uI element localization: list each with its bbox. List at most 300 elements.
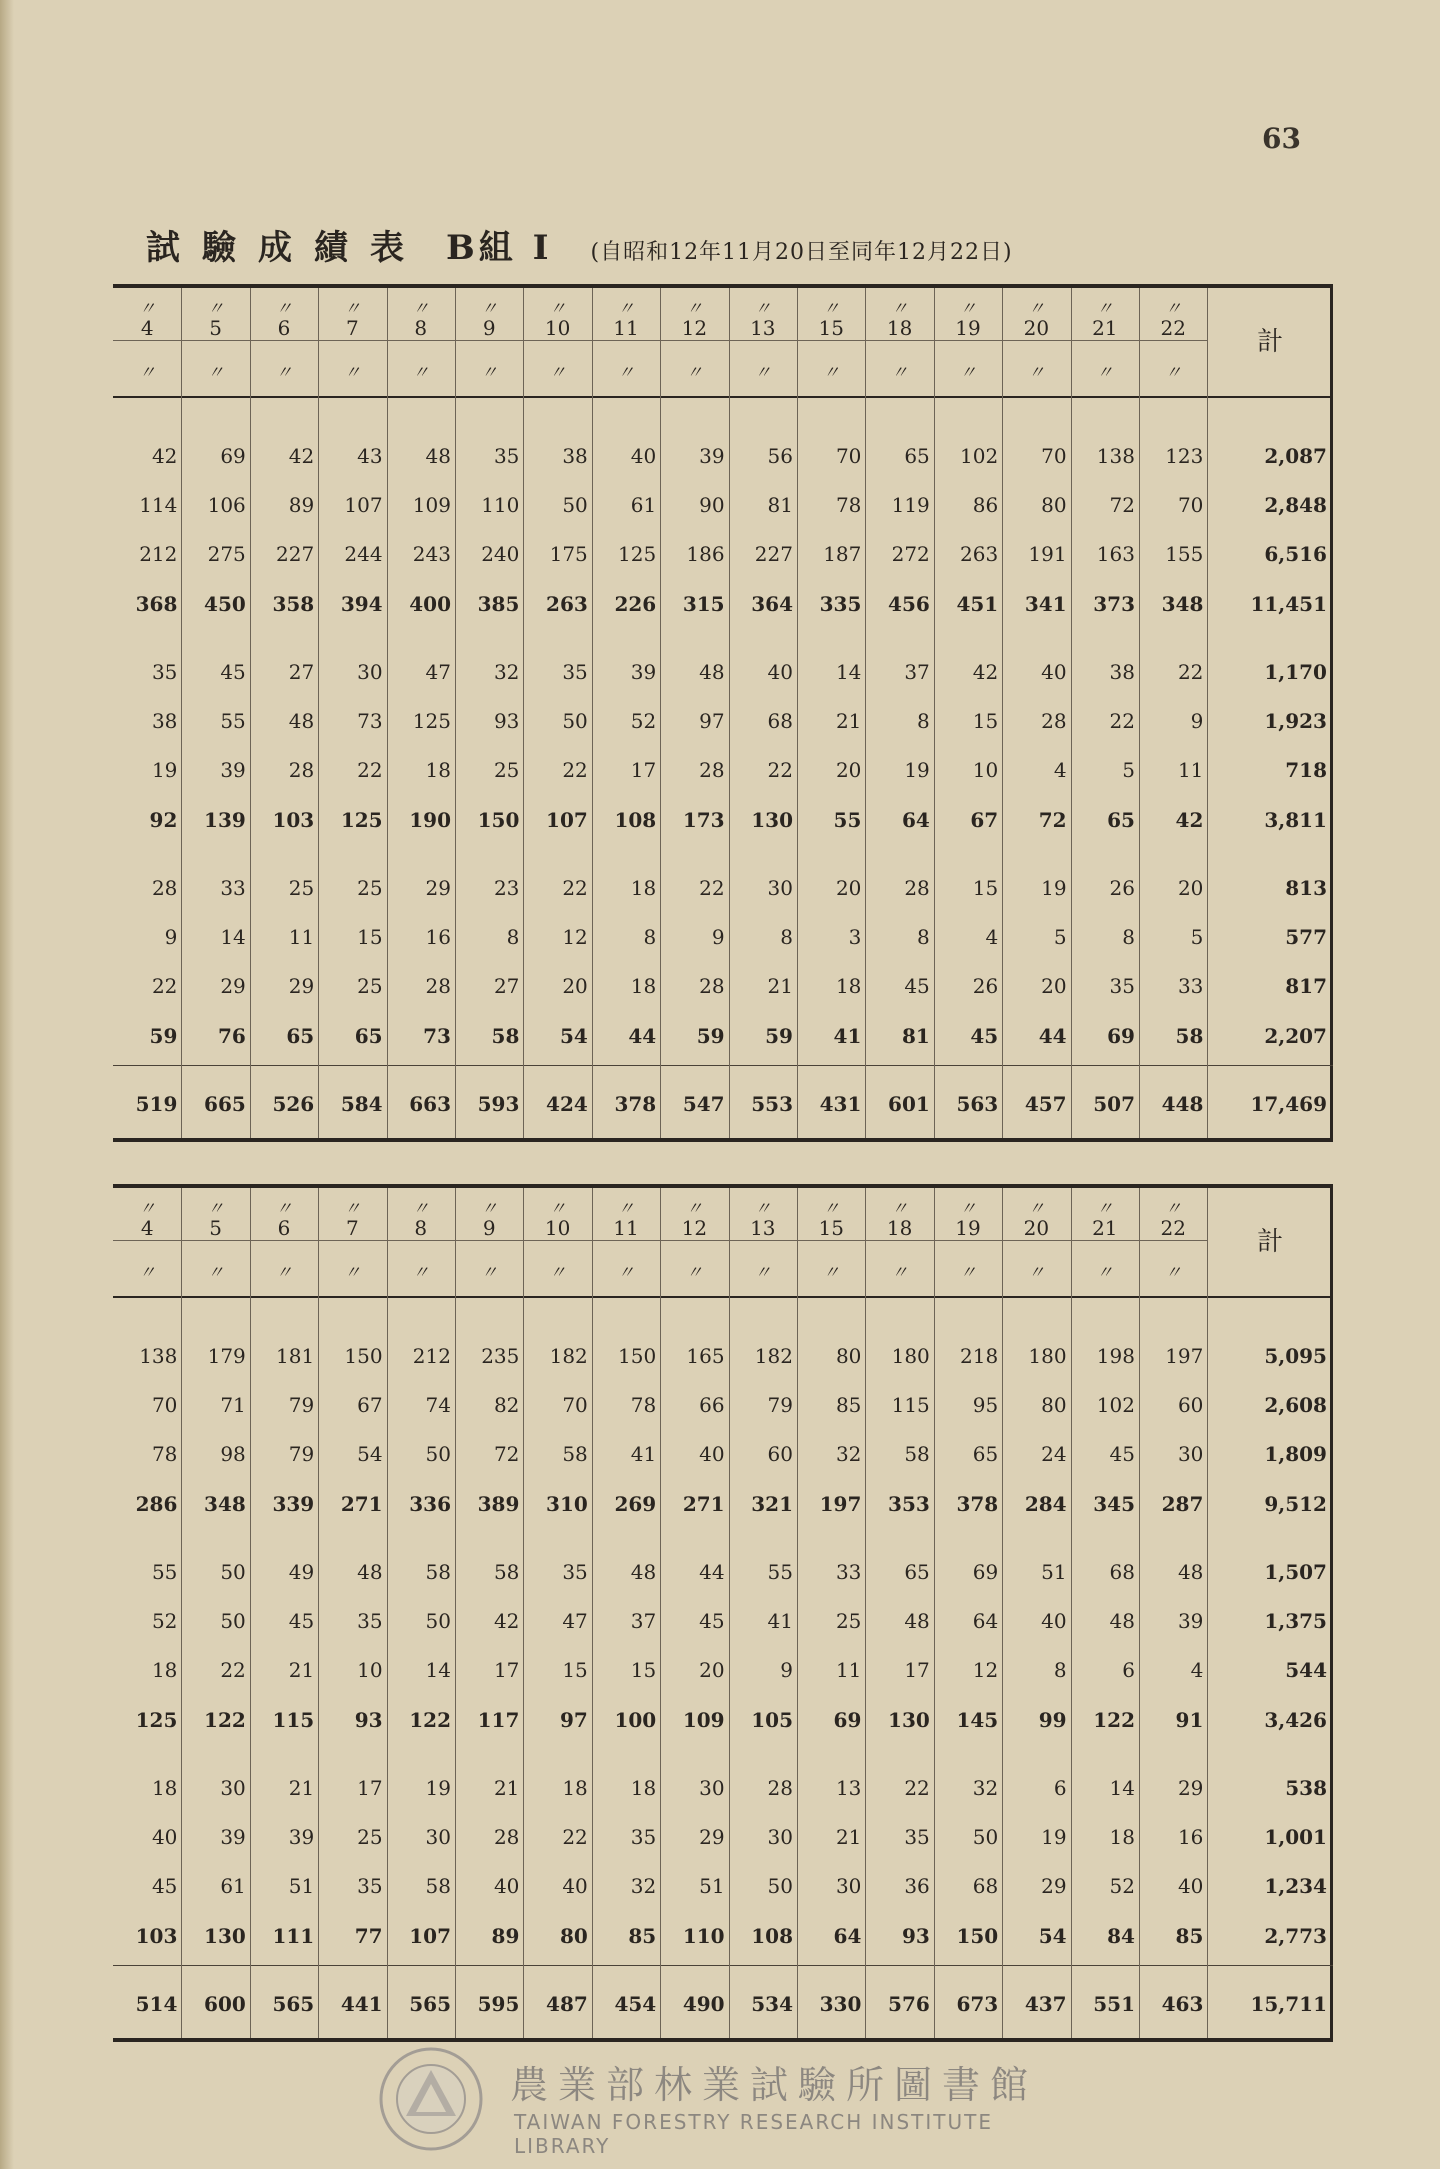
table-cell: 42 — [1175, 808, 1204, 832]
day-label: 19 — [955, 1216, 981, 1240]
day-label: 18 — [886, 316, 913, 340]
table-rule — [113, 1065, 1333, 1066]
table-cell: 58 — [562, 1442, 588, 1466]
grand-total-sum: 17,469 — [1250, 1092, 1327, 1116]
column-header-day — [523, 288, 591, 396]
grand-total-cell: 448 — [1161, 1092, 1204, 1116]
table-cell: 32 — [630, 1874, 657, 1898]
ditto-mark: 〃 — [207, 299, 225, 319]
table-cell: 20 — [835, 876, 862, 900]
table-cell: 40 — [562, 1874, 588, 1898]
table-cell: 80 — [1041, 1393, 1067, 1417]
table-cell: 155 — [1165, 542, 1204, 566]
table-cell: 335 — [819, 592, 862, 616]
table-cell: 321 — [751, 1492, 793, 1516]
table-cell: 109 — [412, 493, 451, 517]
table-cell: 271 — [340, 1492, 383, 1516]
table-cell: 12 — [562, 925, 588, 949]
column-header-day — [250, 1188, 318, 1296]
table-cell: 65 — [972, 1442, 999, 1466]
ditto-mark: 〃 — [959, 1263, 977, 1283]
table-cell: 67 — [357, 1393, 383, 1417]
table-cell: 70 — [151, 1393, 178, 1417]
table-cell: 17 — [357, 1776, 383, 1800]
table-cell: 14 — [425, 1658, 451, 1682]
table-cell: 35 — [493, 444, 520, 468]
ditto-mark: 〃 — [685, 363, 703, 383]
table-cell: 73 — [357, 709, 383, 733]
table-cell: 117 — [477, 1708, 520, 1732]
table-cell: 21 — [288, 1658, 315, 1682]
table-cell: 4 — [1053, 758, 1067, 782]
row-total-cell: 3,426 — [1264, 1708, 1327, 1732]
ditto-mark: 〃 — [412, 299, 430, 319]
table-cell: 9 — [1190, 709, 1204, 733]
table-cell: 353 — [888, 1492, 930, 1516]
ditto-mark: 〃 — [1027, 299, 1045, 319]
table-cell: 35 — [562, 660, 588, 684]
table-cell: 28 — [699, 758, 725, 782]
day-label: 6 — [277, 1216, 291, 1240]
table-cell: 28 — [699, 974, 725, 998]
day-label: 21 — [1092, 316, 1118, 340]
table-cell: 48 — [357, 1560, 383, 1584]
table-cell: 450 — [204, 592, 246, 616]
table-cell: 25 — [357, 1825, 383, 1849]
table-cell: 73 — [423, 1024, 451, 1048]
table-cell: 40 — [1041, 1609, 1067, 1633]
ditto-mark: 〃 — [343, 1263, 361, 1283]
ditto-mark: 〃 — [617, 363, 635, 383]
table-cell: 138 — [139, 1344, 178, 1368]
table-cell: 35 — [357, 1874, 383, 1898]
table-cell: 339 — [272, 1492, 315, 1516]
table-cell: 38 — [562, 444, 588, 468]
table-cell: 179 — [207, 1344, 246, 1368]
table-cell: 263 — [546, 592, 588, 616]
table-cell: 358 — [272, 592, 315, 616]
table-cell: 186 — [686, 542, 725, 566]
ditto-mark: 〃 — [1096, 1199, 1114, 1219]
ditto-mark: 〃 — [685, 1263, 703, 1283]
day-label: 5 — [209, 316, 222, 340]
table-cell: 90 — [699, 493, 725, 517]
table-cell: 68 — [972, 1874, 999, 1898]
day-label: 10 — [544, 1216, 571, 1240]
ditto-mark: 〃 — [891, 1199, 909, 1219]
grand-total-sum: 15,711 — [1250, 1992, 1327, 2016]
ditto-mark: 〃 — [275, 1263, 293, 1283]
table-cell: 51 — [1041, 1560, 1067, 1584]
grand-total-cell: 576 — [888, 1992, 930, 2016]
table-cell: 41 — [630, 1442, 657, 1466]
table-cell: 93 — [354, 1708, 383, 1732]
ditto-mark: 〃 — [480, 1263, 498, 1283]
table-cell: 345 — [1093, 1492, 1135, 1516]
table-cell: 32 — [972, 1776, 999, 1800]
ditto-mark: 〃 — [1164, 299, 1182, 319]
table-cell: 139 — [204, 808, 246, 832]
table-cell: 145 — [956, 1708, 999, 1732]
table-cell: 315 — [682, 592, 725, 616]
table-cell: 70 — [1041, 444, 1067, 468]
table-cell: 41 — [767, 1609, 793, 1633]
ditto-mark: 〃 — [412, 1199, 430, 1219]
day-label: 8 — [414, 1216, 428, 1240]
table-cell: 55 — [151, 1560, 178, 1584]
table-cell: 48 — [630, 1560, 657, 1584]
column-header-day — [592, 288, 660, 396]
grand-total-cell: 330 — [819, 1992, 862, 2016]
table-cell: 5 — [1053, 925, 1067, 949]
table-cell: 69 — [1107, 1024, 1135, 1048]
column-header-day — [797, 1188, 865, 1296]
table-cell: 91 — [1175, 1708, 1204, 1732]
column-header-day — [318, 288, 386, 396]
table-cell: 130 — [204, 1924, 246, 1948]
column-header-day — [387, 1188, 455, 1296]
table-cell: 15 — [972, 709, 999, 733]
column-header-day — [1002, 288, 1070, 396]
table-cell: 108 — [751, 1924, 793, 1948]
table-cell: 74 — [425, 1393, 451, 1417]
row-total-cell: 577 — [1285, 925, 1327, 949]
table-rule — [113, 396, 1333, 398]
column-header-day — [1002, 1188, 1070, 1296]
table-cell: 275 — [207, 542, 246, 566]
table-cell: 37 — [904, 660, 930, 684]
table-cell: 187 — [823, 542, 862, 566]
row-total-cell: 1,809 — [1264, 1442, 1327, 1466]
table-cell: 80 — [559, 1924, 588, 1948]
row-total-cell: 718 — [1285, 758, 1327, 782]
row-total-cell: 5,095 — [1264, 1344, 1327, 1368]
table-cell: 10 — [972, 758, 999, 782]
table-cell: 45 — [220, 660, 246, 684]
table-cell: 180 — [891, 1344, 930, 1368]
table-cell: 50 — [220, 1609, 246, 1633]
table-cell: 47 — [425, 660, 451, 684]
grand-total-cell: 534 — [751, 1992, 793, 2016]
table-cell: 61 — [220, 1874, 246, 1898]
table-cell: 21 — [767, 974, 793, 998]
library-name-zh: 農業部林業試驗所圖書館 — [510, 2063, 1039, 2107]
table-cell: 39 — [220, 758, 246, 782]
table-cell: 125 — [412, 709, 451, 733]
table-cell: 109 — [682, 1708, 725, 1732]
table-cell: 51 — [288, 1874, 315, 1898]
table-cell: 56 — [767, 444, 793, 468]
ditto-mark: 〃 — [412, 363, 430, 383]
table-cell: 22 — [699, 876, 725, 900]
table-cell: 19 — [425, 1776, 451, 1800]
table-cell: 15 — [357, 925, 383, 949]
table-cell: 48 — [699, 660, 725, 684]
header-inner-rule — [113, 1240, 1207, 1241]
table-cell: 70 — [562, 1393, 588, 1417]
ditto-mark: 〃 — [207, 1263, 225, 1283]
grand-total-cell: 600 — [204, 1992, 246, 2016]
table-cell: 76 — [217, 1024, 246, 1048]
table-cell: 30 — [357, 660, 383, 684]
table-cell: 175 — [549, 542, 588, 566]
table-cell: 52 — [1109, 1874, 1135, 1898]
ditto-mark: 〃 — [1096, 1263, 1114, 1283]
ditto-mark: 〃 — [138, 1263, 156, 1283]
table-cell: 40 — [767, 660, 793, 684]
table-cell: 456 — [888, 592, 930, 616]
table-cell: 81 — [767, 493, 793, 517]
table-cell: 50 — [767, 1874, 793, 1898]
table-cell: 16 — [1177, 1825, 1204, 1849]
table-cell: 39 — [220, 1825, 246, 1849]
table-cell: 11 — [835, 1658, 862, 1682]
table-cell: 284 — [1024, 1492, 1067, 1516]
table-cell: 123 — [1165, 444, 1204, 468]
table-cell: 451 — [956, 592, 999, 616]
table-cell: 84 — [1107, 1924, 1135, 1948]
grand-total-cell: 565 — [272, 1992, 315, 2016]
table-cell: 18 — [630, 876, 657, 900]
ditto-mark: 〃 — [549, 299, 567, 319]
column-header-day — [797, 288, 865, 396]
table-cell: 22 — [767, 758, 793, 782]
table-cell: 11 — [1177, 758, 1204, 782]
table-cell: 38 — [1109, 660, 1135, 684]
ditto-mark: 〃 — [207, 1199, 225, 1219]
table-cell: 64 — [972, 1609, 999, 1633]
table-cell: 20 — [1177, 876, 1204, 900]
column-header-day — [1139, 288, 1207, 396]
table-cell: 50 — [220, 1560, 246, 1584]
ditto-mark: 〃 — [480, 299, 498, 319]
table-cell: 80 — [1041, 493, 1067, 517]
table-cell: 65 — [904, 1560, 930, 1584]
ditto-mark: 〃 — [275, 363, 293, 383]
table-cell: 30 — [699, 1776, 725, 1800]
column-header-day — [865, 1188, 933, 1296]
table-cell: 3 — [848, 925, 862, 949]
table-cell: 163 — [1096, 542, 1135, 566]
table-cell: 43 — [357, 444, 383, 468]
table-cell: 28 — [425, 974, 451, 998]
row-total-cell: 11,451 — [1250, 592, 1327, 616]
table-cell: 82 — [493, 1393, 520, 1417]
results-table-2 — [113, 1184, 1333, 2042]
table-cell: 35 — [904, 1825, 930, 1849]
table-cell: 58 — [904, 1442, 930, 1466]
day-label: 20 — [1023, 316, 1050, 340]
table-cell: 287 — [1161, 1492, 1204, 1516]
table-cell: 364 — [751, 592, 793, 616]
table-cell: 6 — [1053, 1776, 1067, 1800]
grand-total-cell: 595 — [477, 1992, 520, 2016]
ditto-mark: 〃 — [138, 363, 156, 383]
day-label: 9 — [482, 1216, 496, 1240]
day-label: 7 — [346, 316, 359, 340]
table-cell: 122 — [1093, 1708, 1135, 1732]
table-cell: 45 — [970, 1024, 999, 1048]
table-cell: 30 — [767, 876, 793, 900]
column-header-day — [729, 288, 797, 396]
table-cell: 373 — [1093, 592, 1135, 616]
ditto-mark: 〃 — [754, 363, 772, 383]
table-cell: 336 — [409, 1492, 451, 1516]
table-cell: 37 — [630, 1609, 657, 1633]
table-rule — [113, 1296, 1333, 1298]
ditto-mark: 〃 — [1164, 1263, 1182, 1283]
day-label: 10 — [544, 316, 571, 340]
tfri-seal-logo-icon — [378, 2046, 484, 2152]
table-cell: 18 — [151, 1658, 178, 1682]
table-cell: 190 — [409, 808, 451, 832]
table-cell: 35 — [357, 1609, 383, 1633]
day-label: 4 — [140, 316, 154, 340]
table-cell: 22 — [220, 1658, 246, 1682]
table-cell: 107 — [344, 493, 383, 517]
table-cell: 18 — [425, 758, 451, 782]
table-cell: 28 — [767, 1776, 793, 1800]
table-cell: 59 — [765, 1024, 793, 1048]
table-cell: 348 — [1161, 592, 1204, 616]
table-cell: 6 — [1122, 1658, 1135, 1682]
table-cell: 18 — [151, 1776, 178, 1800]
table-cell: 39 — [699, 444, 725, 468]
table-cell: 15 — [972, 876, 999, 900]
table-cell: 86 — [972, 493, 999, 517]
table-cell: 114 — [139, 493, 178, 517]
row-total-cell: 544 — [1285, 1658, 1327, 1682]
row-total-cell: 2,848 — [1264, 493, 1327, 517]
table-cell: 28 — [493, 1825, 520, 1849]
table-cell: 20 — [835, 758, 862, 782]
table-cell: 181 — [276, 1344, 315, 1368]
ditto-mark: 〃 — [480, 363, 498, 383]
table-cell: 40 — [151, 1825, 178, 1849]
table-cell: 17 — [493, 1658, 520, 1682]
table-cell: 32 — [493, 660, 520, 684]
table-cell: 40 — [630, 444, 657, 468]
grand-total-cell: 673 — [956, 1992, 999, 2016]
table-cell: 33 — [1177, 974, 1204, 998]
ditto-mark: 〃 — [275, 299, 293, 319]
table-cell: 368 — [135, 592, 178, 616]
ditto-mark: 〃 — [959, 363, 977, 383]
title-group: B組 I — [446, 228, 553, 268]
row-total-cell: 1,234 — [1264, 1874, 1327, 1898]
grand-total-cell: 457 — [1024, 1092, 1067, 1116]
table-cell: 8 — [780, 925, 793, 949]
table-cell: 22 — [562, 758, 588, 782]
table-cell: 14 — [1109, 1776, 1135, 1800]
ditto-mark: 〃 — [822, 299, 840, 319]
column-header-day — [934, 288, 1002, 396]
grand-total-cell: 553 — [751, 1092, 793, 1116]
table-cell: 52 — [151, 1609, 178, 1633]
row-total-cell: 817 — [1285, 974, 1327, 998]
column-header-day — [455, 1188, 523, 1296]
column-header-day — [318, 1188, 386, 1296]
table-cell: 4 — [1190, 1658, 1204, 1682]
table-cell: 45 — [904, 974, 930, 998]
ditto-mark: 〃 — [138, 299, 156, 319]
table-cell: 78 — [835, 493, 862, 517]
table-cell: 22 — [1177, 660, 1204, 684]
table-cell: 107 — [409, 1924, 451, 1948]
table-cell: 107 — [546, 808, 588, 832]
row-total-cell: 2,608 — [1264, 1393, 1327, 1417]
table-cell: 102 — [960, 444, 999, 468]
day-label: 22 — [1160, 316, 1186, 340]
table-cell: 22 — [904, 1776, 930, 1800]
table-cell: 286 — [135, 1492, 178, 1516]
ditto-mark: 〃 — [822, 1199, 840, 1219]
table-cell: 59 — [149, 1024, 178, 1048]
grand-total-cell: 601 — [888, 1092, 930, 1116]
column-header-day — [181, 288, 249, 396]
table-cell: 20 — [1041, 974, 1067, 998]
library-watermark — [378, 2046, 1078, 2156]
grand-total-cell: 514 — [135, 1992, 178, 2016]
table-cell: 65 — [354, 1024, 383, 1048]
table-cell: 400 — [409, 592, 451, 616]
table-cell: 191 — [1028, 542, 1067, 566]
column-header-day — [592, 1188, 660, 1296]
table-cell: 5 — [1122, 758, 1135, 782]
table-cell: 47 — [562, 1609, 588, 1633]
column-header-day — [250, 288, 318, 396]
column-header-day — [865, 288, 933, 396]
table-cell: 45 — [151, 1874, 178, 1898]
table-cell: 26 — [1109, 876, 1135, 900]
table-cell: 17 — [630, 758, 657, 782]
table-cell: 95 — [972, 1393, 999, 1417]
table-cell: 29 — [1177, 1776, 1204, 1800]
table-cell: 72 — [1109, 493, 1135, 517]
table-cell: 150 — [956, 1924, 999, 1948]
table-cell: 28 — [151, 876, 178, 900]
table-cell: 244 — [344, 542, 383, 566]
day-label: 13 — [750, 316, 776, 340]
grand-total-cell: 551 — [1093, 1992, 1135, 2016]
column-header-day — [523, 1188, 591, 1296]
table-cell: 180 — [1028, 1344, 1067, 1368]
table-cell: 36 — [904, 1874, 930, 1898]
table-cell: 81 — [901, 1024, 930, 1048]
table-cell: 60 — [767, 1442, 793, 1466]
table-cell: 227 — [276, 542, 315, 566]
table-cell: 110 — [682, 1924, 725, 1948]
table-cell: 103 — [135, 1924, 178, 1948]
day-label: 19 — [955, 316, 981, 340]
table-cell: 65 — [286, 1024, 315, 1048]
row-total-cell: 813 — [1285, 876, 1327, 900]
table-cell: 19 — [1041, 876, 1067, 900]
ditto-mark: 〃 — [343, 1199, 361, 1219]
table-cell: 15 — [630, 1658, 657, 1682]
table-cell: 125 — [618, 542, 657, 566]
day-label: 20 — [1023, 1216, 1050, 1240]
table-cell: 30 — [835, 1874, 862, 1898]
column-header-day — [1139, 1188, 1207, 1296]
table-cell: 226 — [614, 592, 657, 616]
ditto-mark: 〃 — [275, 1199, 293, 1219]
row-total-cell: 9,512 — [1264, 1492, 1327, 1516]
table-cell: 39 — [288, 1825, 315, 1849]
table-cell: 272 — [891, 542, 930, 566]
table-cell: 4 — [985, 925, 999, 949]
table-cell: 42 — [493, 1609, 520, 1633]
